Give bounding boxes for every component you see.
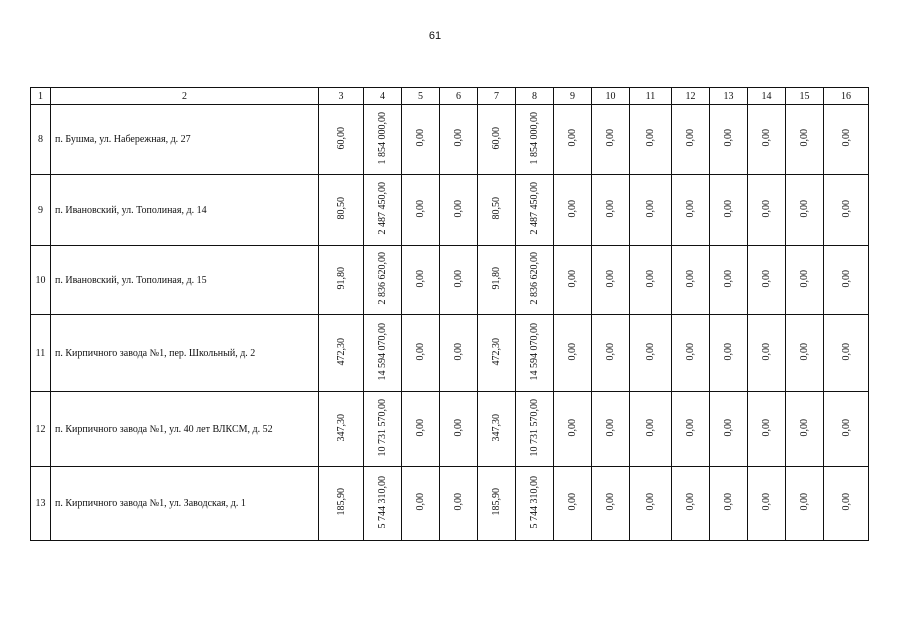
value-cell bbox=[402, 392, 440, 467]
header-cell: 13 bbox=[710, 88, 748, 105]
header-cell: 8 bbox=[516, 88, 554, 105]
value-text: 0,00 bbox=[645, 269, 656, 288]
value-cell bbox=[364, 175, 402, 246]
value-text: 347,30 bbox=[335, 413, 347, 442]
row-number-cell: 8 bbox=[31, 105, 51, 175]
value-text: 0,00 bbox=[453, 342, 464, 361]
value-cell bbox=[824, 175, 869, 246]
value-text: 0,00 bbox=[415, 342, 426, 361]
address-cell: п. Кирпичного завода №1, пер. Школьный, д. 2 bbox=[51, 315, 319, 392]
table-row bbox=[31, 315, 869, 392]
value-text: 0,00 bbox=[761, 129, 772, 147]
value-text: 0,00 bbox=[761, 418, 772, 437]
row-number-cell: 10 bbox=[31, 246, 51, 315]
value-cell bbox=[402, 467, 440, 541]
value-text: 0,00 bbox=[645, 129, 656, 147]
value-cell bbox=[554, 467, 592, 541]
address-cell: п. Кирпичного завода №1, ул. Заводская, д. 1 bbox=[51, 467, 319, 541]
value-cell bbox=[516, 315, 554, 392]
value-cell bbox=[440, 105, 478, 175]
value-text: 14 594 070,00 bbox=[377, 322, 388, 381]
value-text: 185,90 bbox=[335, 488, 347, 516]
value-cell bbox=[440, 467, 478, 541]
value-text: 0,00 bbox=[567, 493, 578, 511]
value-text: 0,00 bbox=[799, 418, 810, 437]
table-body bbox=[31, 88, 869, 541]
value-text: 91,80 bbox=[335, 267, 347, 290]
value-text: 0,00 bbox=[723, 199, 734, 218]
value-cell bbox=[402, 246, 440, 315]
value-cell bbox=[319, 105, 364, 175]
header-cell: 12 bbox=[672, 88, 710, 105]
value-text: 0,00 bbox=[685, 418, 696, 437]
header-cell: 5 bbox=[402, 88, 440, 105]
value-text: 0,00 bbox=[453, 199, 464, 218]
value-text: 0,00 bbox=[761, 493, 772, 511]
value-cell bbox=[592, 105, 630, 175]
value-cell bbox=[630, 467, 672, 541]
value-cell bbox=[824, 315, 869, 392]
value-cell bbox=[554, 246, 592, 315]
value-cell bbox=[630, 175, 672, 246]
value-cell bbox=[478, 467, 516, 541]
value-cell bbox=[478, 175, 516, 246]
header-cell: 10 bbox=[592, 88, 630, 105]
value-text: 0,00 bbox=[685, 129, 696, 147]
value-cell bbox=[364, 467, 402, 541]
value-text: 0,00 bbox=[840, 269, 852, 288]
row-number-cell: 13 bbox=[31, 467, 51, 541]
value-text: 14 594 070,00 bbox=[529, 322, 540, 381]
value-cell bbox=[516, 105, 554, 175]
value-text: 0,00 bbox=[723, 342, 734, 361]
header-cell: 16 bbox=[824, 88, 869, 105]
value-cell bbox=[554, 315, 592, 392]
value-text: 2 487 450,00 bbox=[529, 182, 540, 235]
value-text: 0,00 bbox=[685, 269, 696, 288]
value-cell bbox=[630, 246, 672, 315]
table-row bbox=[31, 105, 869, 175]
value-cell bbox=[516, 175, 554, 246]
value-cell bbox=[672, 105, 710, 175]
value-cell bbox=[402, 315, 440, 392]
row-number-cell: 11 bbox=[31, 315, 51, 392]
address-cell: п. Кирпичного завода №1, ул. 40 лет ВЛКСМ, д. 52 bbox=[51, 392, 319, 467]
value-text: 0,00 bbox=[761, 199, 772, 218]
value-text: 0,00 bbox=[799, 129, 810, 147]
value-text: 60,00 bbox=[335, 126, 347, 150]
value-cell bbox=[710, 246, 748, 315]
value-cell bbox=[824, 105, 869, 175]
value-text: 0,00 bbox=[605, 493, 616, 511]
row-number-cell: 9 bbox=[31, 175, 51, 246]
value-cell bbox=[319, 315, 364, 392]
value-text: 0,00 bbox=[415, 269, 426, 288]
value-text: 0,00 bbox=[453, 129, 464, 147]
value-cell bbox=[672, 467, 710, 541]
value-cell bbox=[748, 175, 786, 246]
value-cell bbox=[592, 315, 630, 392]
value-cell bbox=[364, 105, 402, 175]
value-text: 0,00 bbox=[723, 129, 734, 147]
value-cell bbox=[824, 467, 869, 541]
value-cell bbox=[786, 392, 824, 467]
header-cell: 2 bbox=[51, 88, 319, 105]
value-cell bbox=[478, 246, 516, 315]
value-text: 10 731 570,00 bbox=[377, 398, 388, 457]
value-cell bbox=[748, 246, 786, 315]
value-cell bbox=[710, 392, 748, 467]
value-text: 0,00 bbox=[840, 129, 852, 147]
table-row bbox=[31, 246, 869, 315]
value-cell bbox=[592, 392, 630, 467]
value-text: 0,00 bbox=[685, 493, 696, 511]
table-header-row bbox=[31, 88, 869, 105]
value-cell bbox=[630, 392, 672, 467]
value-cell bbox=[319, 467, 364, 541]
value-text: 0,00 bbox=[840, 418, 852, 437]
data-table bbox=[30, 87, 869, 541]
value-cell bbox=[672, 175, 710, 246]
address-cell: п. Ивановский, ул. Тополиная, д. 14 bbox=[51, 175, 319, 246]
value-text: 0,00 bbox=[761, 269, 772, 288]
value-text: 0,00 bbox=[645, 493, 656, 511]
value-cell bbox=[554, 392, 592, 467]
value-cell bbox=[440, 315, 478, 392]
value-text: 5 744 310,00 bbox=[529, 475, 540, 529]
value-text: 80,50 bbox=[491, 197, 502, 220]
value-cell bbox=[516, 467, 554, 541]
value-text: 2 836 620,00 bbox=[377, 252, 388, 305]
value-text: 91,80 bbox=[491, 267, 502, 290]
address-cell: п. Бушма, ул. Набережная, д. 27 bbox=[51, 105, 319, 175]
header-cell: 3 bbox=[319, 88, 364, 105]
value-cell bbox=[364, 246, 402, 315]
value-cell bbox=[672, 246, 710, 315]
value-text: 0,00 bbox=[453, 418, 464, 437]
value-text: 2 487 450,00 bbox=[377, 182, 388, 235]
value-text: 0,00 bbox=[723, 493, 734, 511]
value-text: 0,00 bbox=[840, 199, 852, 218]
value-cell bbox=[710, 105, 748, 175]
value-text: 472,30 bbox=[335, 337, 347, 366]
value-text: 0,00 bbox=[605, 269, 616, 288]
value-cell bbox=[554, 105, 592, 175]
table-row bbox=[31, 467, 869, 541]
table-row bbox=[31, 175, 869, 246]
header-cell: 15 bbox=[786, 88, 824, 105]
value-cell bbox=[440, 175, 478, 246]
header-cell: 7 bbox=[478, 88, 516, 105]
value-text: 0,00 bbox=[723, 418, 734, 437]
value-cell bbox=[478, 315, 516, 392]
value-cell bbox=[710, 175, 748, 246]
value-cell bbox=[440, 246, 478, 315]
row-number-cell: 12 bbox=[31, 392, 51, 467]
value-cell bbox=[402, 175, 440, 246]
value-text: 1 854 000,00 bbox=[377, 111, 388, 165]
value-cell bbox=[592, 246, 630, 315]
value-cell bbox=[748, 467, 786, 541]
value-text: 0,00 bbox=[799, 199, 810, 218]
value-text: 80,50 bbox=[335, 197, 347, 220]
value-text: 0,00 bbox=[567, 199, 578, 218]
value-text: 185,90 bbox=[491, 488, 502, 516]
value-text: 0,00 bbox=[685, 342, 696, 361]
value-text: 0,00 bbox=[415, 129, 426, 147]
header-cell: 11 bbox=[630, 88, 672, 105]
value-cell bbox=[592, 467, 630, 541]
value-text: 0,00 bbox=[415, 199, 426, 218]
value-cell bbox=[630, 315, 672, 392]
value-cell bbox=[824, 392, 869, 467]
value-text: 0,00 bbox=[645, 342, 656, 361]
value-cell bbox=[592, 175, 630, 246]
value-cell bbox=[786, 246, 824, 315]
value-cell bbox=[786, 105, 824, 175]
value-cell bbox=[516, 246, 554, 315]
value-cell bbox=[319, 392, 364, 467]
value-text: 0,00 bbox=[567, 269, 578, 288]
header-cell: 1 bbox=[31, 88, 51, 105]
value-cell bbox=[364, 315, 402, 392]
value-text: 0,00 bbox=[415, 418, 426, 437]
value-text: 0,00 bbox=[567, 129, 578, 147]
value-cell bbox=[786, 467, 824, 541]
value-text: 0,00 bbox=[799, 342, 810, 361]
value-text: 0,00 bbox=[453, 493, 464, 511]
header-cell: 4 bbox=[364, 88, 402, 105]
value-text: 0,00 bbox=[723, 269, 734, 288]
header-cell: 6 bbox=[440, 88, 478, 105]
value-cell bbox=[630, 105, 672, 175]
value-text: 0,00 bbox=[605, 129, 616, 147]
value-cell bbox=[319, 246, 364, 315]
value-cell bbox=[478, 392, 516, 467]
value-text: 472,30 bbox=[491, 337, 502, 366]
value-cell bbox=[748, 315, 786, 392]
header-cell: 14 bbox=[748, 88, 786, 105]
value-text: 0,00 bbox=[761, 342, 772, 361]
value-text: 347,30 bbox=[491, 413, 502, 442]
value-text: 1 854 000,00 bbox=[529, 111, 540, 165]
value-text: 0,00 bbox=[799, 269, 810, 288]
value-text: 0,00 bbox=[453, 269, 464, 288]
value-text: 0,00 bbox=[415, 493, 426, 511]
header-cell: 9 bbox=[554, 88, 592, 105]
value-text: 0,00 bbox=[605, 342, 616, 361]
value-text: 10 731 570,00 bbox=[529, 398, 540, 457]
value-cell bbox=[402, 105, 440, 175]
value-text: 0,00 bbox=[685, 199, 696, 218]
value-cell bbox=[319, 175, 364, 246]
value-text: 2 836 620,00 bbox=[529, 252, 540, 305]
value-text: 0,00 bbox=[645, 418, 656, 437]
value-cell bbox=[710, 467, 748, 541]
table-row bbox=[31, 392, 869, 467]
value-cell bbox=[824, 246, 869, 315]
value-cell bbox=[786, 175, 824, 246]
value-text: 0,00 bbox=[567, 418, 578, 437]
value-text: 0,00 bbox=[799, 493, 810, 511]
value-cell bbox=[710, 315, 748, 392]
value-cell bbox=[748, 392, 786, 467]
value-cell bbox=[478, 105, 516, 175]
value-text: 0,00 bbox=[605, 199, 616, 218]
value-cell bbox=[554, 175, 592, 246]
value-cell bbox=[440, 392, 478, 467]
value-text: 0,00 bbox=[840, 342, 852, 361]
value-cell bbox=[786, 315, 824, 392]
value-cell bbox=[748, 105, 786, 175]
value-cell bbox=[364, 392, 402, 467]
value-text: 60,00 bbox=[491, 126, 502, 150]
value-cell bbox=[672, 392, 710, 467]
value-text: 0,00 bbox=[605, 418, 616, 437]
value-text: 5 744 310,00 bbox=[377, 475, 388, 529]
value-cell bbox=[672, 315, 710, 392]
value-text: 0,00 bbox=[840, 493, 852, 511]
value-cell bbox=[516, 392, 554, 467]
value-text: 0,00 bbox=[645, 199, 656, 218]
address-cell: п. Ивановский, ул. Тополиная, д. 15 bbox=[51, 246, 319, 315]
value-text: 0,00 bbox=[567, 342, 578, 361]
page-number: 61 bbox=[428, 30, 442, 42]
